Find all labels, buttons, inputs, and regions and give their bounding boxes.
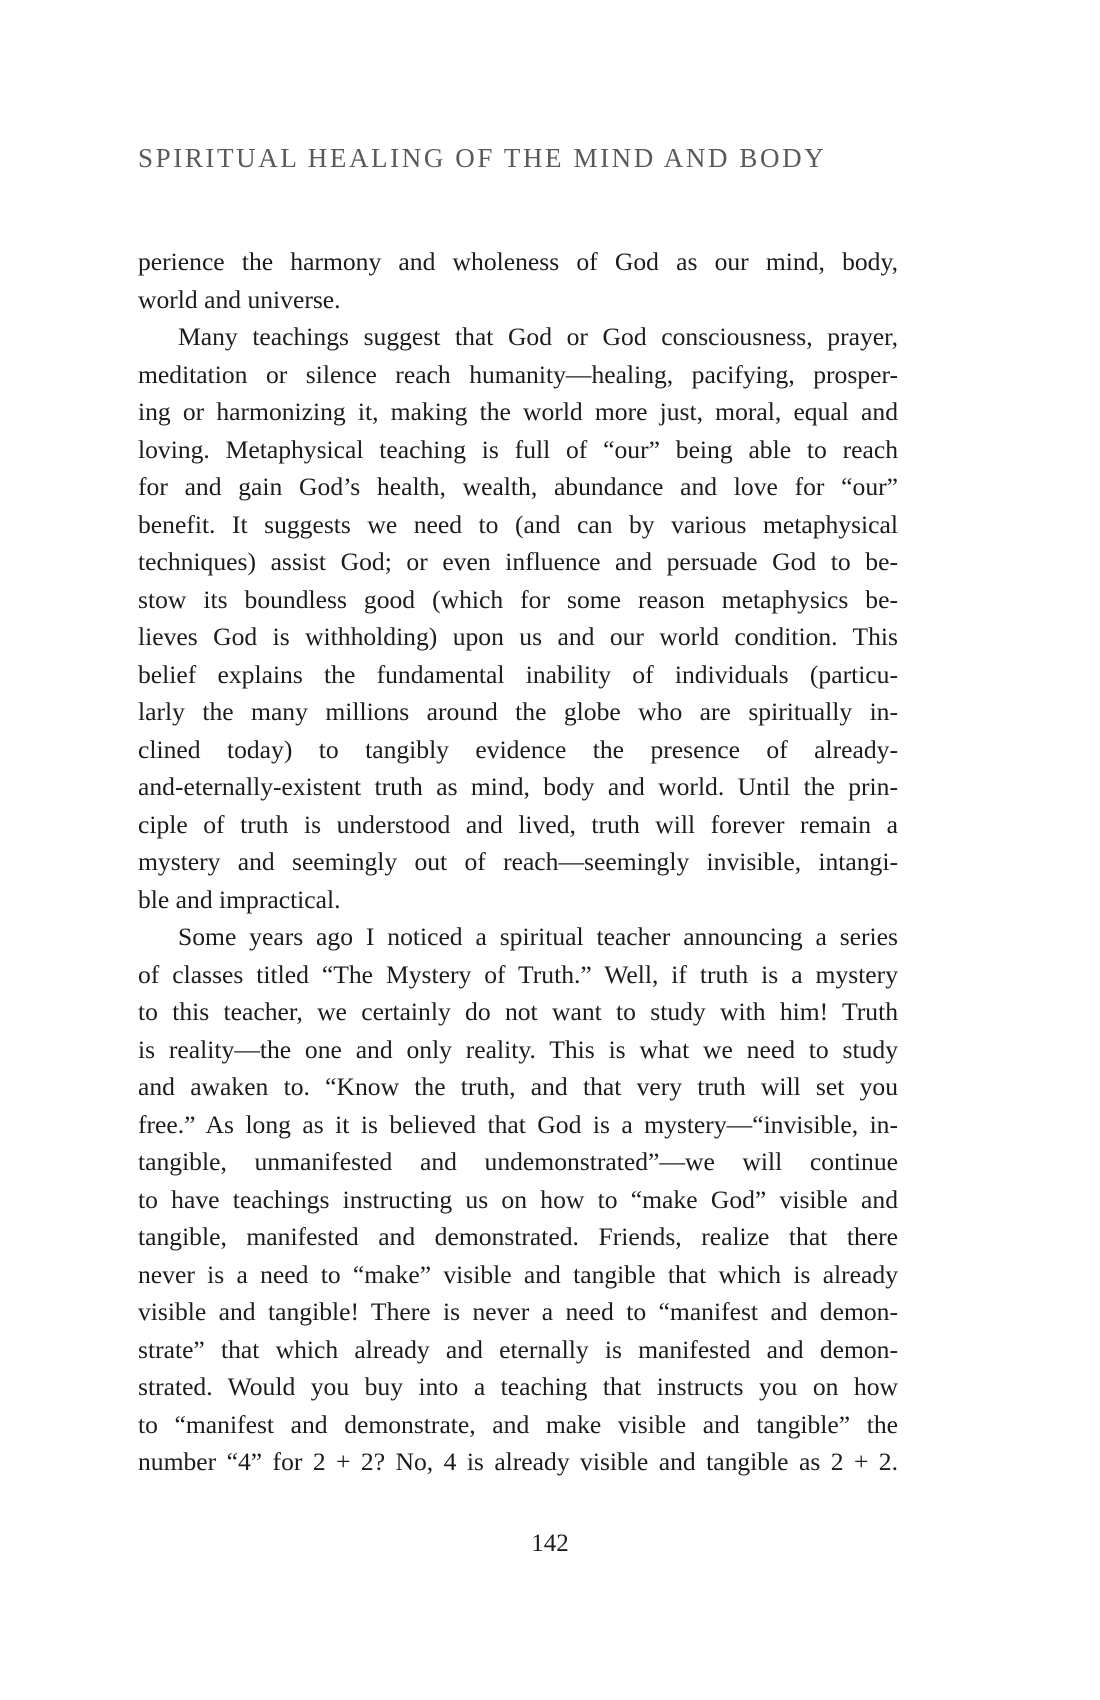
text-line: and awaken to. “Know the truth, and that very truth will set you xyxy=(138,1072,898,1101)
body-text xyxy=(138,243,898,1481)
text-line: strated. Would you buy into a teaching that instructs you on how xyxy=(138,1372,898,1401)
text-line: for and gain God’s health, wealth, abundance and love for “our” xyxy=(138,472,898,501)
text-line: Some years ago I noticed a spiritual teacher announcing a series xyxy=(178,922,898,951)
text-line: clined today) to tangibly evidence the presence of already- xyxy=(138,734,898,764)
text-line: and-eternally-existent truth as mind, body and world. Until the prin- xyxy=(138,772,898,801)
text-line: lieves God is withholding) upon us and our world condition. This xyxy=(138,622,898,651)
text-line: perience the harmony and wholeness of God as our mind, body, xyxy=(138,247,898,276)
text-line: larly the many millions around the globe who are spiritually in- xyxy=(138,697,898,726)
text-line: strate” that which already and eternally is manifested and demon- xyxy=(138,1334,898,1364)
text-line: number “4” for 2 + 2? No, 4 is already visible and tangible as 2 + 2. xyxy=(138,1447,898,1476)
text-line: loving. Metaphysical teaching is full of “our” being able to reach xyxy=(138,434,898,464)
text-line: to this teacher, we certainly do not want to study with him! Truth xyxy=(138,997,898,1026)
text-line: meditation or silence reach humanity—healing, pacifying, prosper- xyxy=(138,359,898,389)
text-line: ing or harmonizing it, making the world more just, moral, equal and xyxy=(138,397,898,426)
text-line: free.” As long as it is believed that God is a mystery—“invisible, in- xyxy=(138,1109,898,1139)
text-line: stow its boundless good (which for some reason metaphysics be- xyxy=(138,584,898,614)
text-line: ble and impractical. xyxy=(138,884,341,914)
text-line: world and universe. xyxy=(138,284,341,314)
text-line: of classes titled “The Mystery of Truth.” Well, if truth is a mystery xyxy=(138,959,898,989)
text-line: Many teachings suggest that God or God consciousness, prayer, xyxy=(178,322,898,351)
text-line: never is a need to “make” visible and tangible that which is already xyxy=(138,1259,898,1289)
running-title: SPIRITUAL HEALING OF THE MIND AND BODY xyxy=(138,143,827,173)
text-line: visible and tangible! There is never a need to “manifest and demon- xyxy=(138,1297,898,1326)
text-line: to “manifest and demonstrate, and make visible and tangible” the xyxy=(138,1409,898,1439)
text-line: mystery and seemingly out of reach—seemingly invisible, intangi- xyxy=(138,847,898,876)
text-line: ciple of truth is understood and lived, truth will forever remain a xyxy=(138,809,898,839)
text-line: belief explains the fundamental inability of individuals (particu- xyxy=(138,659,898,689)
text-line: to have teachings instructing us on how to “make God” visible and xyxy=(138,1184,898,1214)
text-line: techniques) assist God; or even influence and persuade God to be- xyxy=(138,547,898,576)
text-line: tangible, unmanifested and undemonstrated”—we will continue xyxy=(138,1147,898,1176)
text-line: is reality—the one and only reality. This is what we need to study xyxy=(138,1034,898,1064)
page-number: 142 xyxy=(531,1530,569,1557)
text-line: benefit. It suggests we need to (and can by various metaphysical xyxy=(138,509,898,539)
text-line: tangible, manifested and demonstrated. Friends, realize that there xyxy=(138,1222,898,1251)
